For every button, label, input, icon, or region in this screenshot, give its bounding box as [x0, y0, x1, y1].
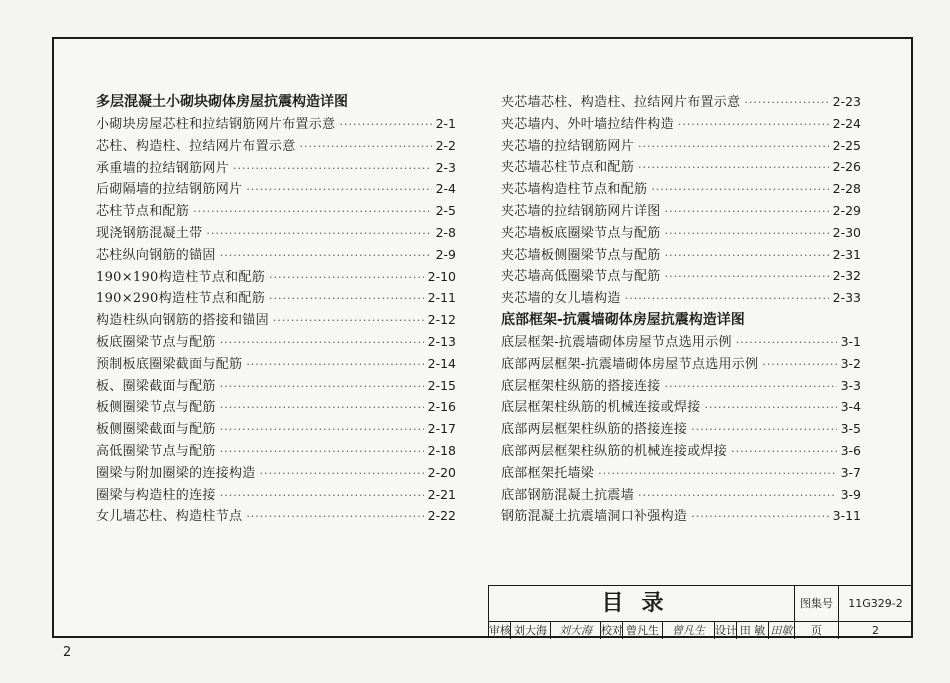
toc-entry-label: 板、圈梁截面与配筋	[96, 378, 216, 394]
toc-entry-label: 高低圈梁节点与配筋	[96, 443, 216, 459]
toc-entry-page: 3-9	[840, 486, 861, 502]
atlas-label: 图集号	[795, 586, 839, 622]
toc-entry	[96, 484, 456, 506]
toc-entry-page: 2-30	[832, 224, 861, 240]
toc-entry-page: 2-18	[427, 442, 456, 458]
check-signature: 曾凡生	[663, 622, 715, 639]
toc-entry-label: 芯柱、构造柱、拉结网片布置示意	[96, 138, 296, 154]
review-label: 审核	[489, 624, 511, 637]
toc-entry	[96, 135, 456, 157]
toc-entry-page: 2-28	[832, 181, 861, 197]
toc-entry	[501, 375, 861, 397]
toc-entry-page: 2-21	[427, 486, 456, 502]
toc-entry-label: 构造柱纵向钢筋的搭接和锚固	[96, 313, 269, 329]
leader-dots	[269, 267, 424, 289]
toc-entry-page: 2-10	[427, 268, 456, 284]
toc-entry-page: 2-33	[832, 290, 861, 306]
toc-entry-label: 预制板底圈梁截面与配筋	[96, 356, 243, 372]
toc-entry-label: 夹芯墙构造柱节点和配筋	[501, 182, 648, 198]
toc-entry-label: 夹芯墙内、外叶墙拉结件构造	[501, 116, 674, 132]
leader-dots	[691, 506, 828, 528]
toc-entry-label: 底部两层框架-抗震墙砌体房屋节点选用示例	[501, 356, 759, 372]
toc-entry-page: 2-26	[832, 159, 861, 175]
check-label: 校对	[601, 624, 623, 637]
section-title-block-masonry: 多层混凝土小砌块砌体房屋抗震构造详图	[96, 94, 348, 110]
toc-entry-page: 2-23	[832, 94, 861, 109]
toc-entry-page: 3-4	[840, 399, 861, 415]
title-block-title: 目录	[489, 586, 795, 622]
leader-dots	[638, 157, 829, 179]
toc-entry-label: 承重墙的拉结钢筋网片	[96, 160, 230, 176]
toc-entry-label: 芯柱纵向钢筋的锚固	[96, 247, 216, 263]
toc-entry-label: 夹芯墙芯柱、构造柱、拉结网片布置示意	[501, 95, 741, 110]
leader-dots	[744, 92, 828, 114]
toc-entry-page: 2-11	[427, 290, 456, 306]
toc-entry	[501, 200, 861, 222]
leader-dots	[651, 179, 828, 201]
toc-list-left	[96, 113, 456, 527]
toc-entry-page: 2-2	[435, 137, 456, 153]
toc-entry-label: 板侧圈梁节点与配筋	[96, 400, 216, 416]
toc-entry	[501, 353, 861, 375]
toc-entry-page: 2-3	[435, 159, 456, 175]
toc-entry	[96, 266, 456, 288]
toc-entry	[96, 287, 456, 309]
leader-dots	[220, 441, 424, 463]
toc-list-right-sandwich	[501, 91, 861, 309]
toc-entry	[96, 440, 456, 462]
toc-entry-label: 夹芯墙板底圈梁节点与配筋	[501, 225, 661, 241]
leader-dots	[665, 223, 829, 245]
toc-entry-label: 芯柱节点和配筋	[96, 204, 190, 220]
title-block	[488, 585, 913, 638]
toc-entry-label: 板底圈梁节点与配筋	[96, 334, 216, 350]
toc-entry-page: 3-3	[840, 377, 861, 393]
toc-entry	[96, 331, 456, 353]
toc-entry-label: 夹芯墙高低圈梁节点与配筋	[501, 269, 661, 285]
toc-entry-label: 现浇钢筋混凝土带	[96, 225, 203, 241]
leader-dots	[246, 506, 423, 528]
sheet-page-number: 2	[63, 645, 72, 660]
toc-entry-page: 2-17	[427, 421, 456, 437]
toc-entry-page: 2-25	[832, 137, 861, 153]
toc-entry	[96, 353, 456, 375]
toc-entry-label: 底部钢筋混凝土抗震墙	[501, 487, 635, 503]
leader-dots	[206, 223, 431, 245]
check-name: 曾凡生	[623, 622, 663, 639]
toc-entry	[501, 265, 861, 287]
leader-dots	[246, 354, 423, 376]
leader-dots	[625, 288, 829, 310]
leader-dots	[273, 310, 424, 332]
toc-entry-page: 3-7	[840, 464, 861, 480]
toc-entry-label: 底部两层框架柱纵筋的搭接连接	[501, 422, 688, 438]
leader-dots	[220, 332, 424, 354]
leader-dots	[691, 419, 836, 441]
page-value: 2	[872, 624, 879, 637]
design-signature: 田敏	[769, 622, 795, 639]
leader-dots	[638, 136, 829, 158]
leader-dots	[731, 441, 836, 463]
leader-dots	[736, 332, 837, 354]
toc-entry	[96, 505, 456, 527]
toc-entry	[501, 287, 861, 309]
toc-entry-page: 2-14	[427, 355, 456, 371]
toc-entry-page: 2-15	[427, 377, 456, 393]
toc-entry-label: 190×290构造柱节点和配筋	[96, 291, 266, 307]
toc-entry	[501, 135, 861, 157]
toc-entry-page: 2-32	[832, 268, 861, 284]
review-name: 刘大海	[511, 622, 551, 639]
leader-dots	[705, 397, 837, 419]
toc-entry	[96, 418, 456, 440]
toc-entry-page: 3-2	[840, 355, 861, 371]
toc-entry	[96, 157, 456, 179]
atlas-number: 11G329-2	[839, 586, 912, 622]
design-label: 设计	[715, 624, 737, 637]
toc-entry	[501, 440, 861, 462]
toc-entry-page: 2-9	[435, 246, 456, 262]
toc-entry	[501, 113, 861, 135]
leader-dots	[638, 485, 837, 507]
toc-entry-label: 底部两层框架柱纵筋的机械连接或焊接	[501, 443, 728, 459]
toc-entry-page: 2-20	[427, 464, 456, 480]
toc-entry-label: 夹芯墙的拉结钢筋网片	[501, 138, 635, 154]
toc-entry-page: 2-13	[427, 333, 456, 349]
leader-dots	[678, 114, 829, 136]
toc-entry	[96, 244, 456, 266]
toc-entry	[501, 156, 861, 178]
toc-right-column	[501, 91, 861, 527]
leader-dots	[300, 136, 432, 158]
toc-entry	[501, 462, 861, 484]
toc-entry-page: 2-8	[435, 224, 456, 240]
leader-dots	[665, 376, 837, 398]
drawing-frame	[52, 37, 913, 638]
page-label: 页	[795, 622, 839, 639]
toc-entry-page: 2-29	[832, 202, 861, 218]
toc-entry-label: 底部框架托墙梁	[501, 465, 595, 481]
toc-entry-page: 2-4	[435, 181, 456, 197]
toc-entry-page: 2-22	[427, 508, 456, 524]
toc-entry-label: 夹芯墙的拉结钢筋网片详图	[501, 203, 661, 219]
toc-entry	[501, 91, 861, 113]
toc-entry-label: 圈梁与附加圈梁的连接构造	[96, 465, 256, 481]
toc-entry	[96, 222, 456, 244]
toc-entry-label: 圈梁与构造柱的连接	[96, 487, 216, 503]
leader-dots	[193, 201, 431, 223]
toc-entry-page: 2-5	[435, 203, 456, 219]
toc-entry	[501, 331, 861, 353]
leader-dots	[220, 397, 424, 419]
toc-entry-label: 底层框架-抗震墙砌体房屋节点选用示例	[501, 334, 732, 350]
toc-entry	[96, 178, 456, 200]
toc-entry-label: 板侧圈梁截面与配筋	[96, 422, 216, 438]
leader-dots	[220, 376, 424, 398]
toc-entry-label: 夹芯墙芯柱节点和配筋	[501, 160, 635, 176]
toc-entry	[96, 396, 456, 418]
toc-entry	[501, 178, 861, 200]
toc-entry	[501, 222, 861, 244]
toc-entry-label: 女儿墙芯柱、构造柱节点	[96, 509, 243, 525]
toc-entry-label: 夹芯墙板侧圈梁节点与配筋	[501, 247, 661, 263]
leader-dots	[246, 179, 431, 201]
leader-dots	[665, 201, 829, 223]
toc-entry	[501, 244, 861, 266]
design-name: 田 敏	[737, 622, 769, 639]
toc-entry-page: 3-6	[840, 442, 861, 458]
toc-entry-page: 3-1	[840, 333, 861, 349]
toc-entry	[96, 375, 456, 397]
leader-dots	[665, 266, 829, 288]
review-signature: 刘大海	[551, 622, 601, 639]
toc-entry-label: 钢筋混凝土抗震墙洞口补强构造	[501, 509, 688, 525]
toc-entry-page: 2-24	[832, 115, 861, 131]
toc-entry-label: 底层框架柱纵筋的搭接连接	[501, 378, 661, 394]
leader-dots	[220, 245, 432, 267]
toc-entry	[96, 113, 456, 135]
toc-entry-page: 2-1	[435, 116, 456, 131]
section-title-bottom-frame: 底部框架-抗震墙砌体房屋抗震构造详图	[501, 311, 745, 328]
toc-entry-label: 夹芯墙的女儿墙构造	[501, 291, 621, 307]
toc-entry	[501, 484, 861, 506]
toc-entry-label: 底层框架柱纵筋的机械连接或焊接	[501, 400, 701, 416]
toc-entry-page: 2-12	[427, 312, 456, 328]
toc-entry-label: 小砌块房屋芯柱和拉结钢筋网片布置示意	[96, 117, 336, 132]
toc-entry-page: 3-5	[840, 421, 861, 437]
toc-entry-page: 3-11	[832, 508, 861, 524]
leader-dots	[665, 245, 829, 267]
toc-entry-label: 后砌隔墙的拉结钢筋网片	[96, 182, 243, 198]
leader-dots	[233, 158, 432, 180]
toc-entry	[96, 309, 456, 331]
toc-entry	[96, 462, 456, 484]
leader-dots	[220, 419, 424, 441]
toc-entry	[96, 200, 456, 222]
leader-dots	[598, 463, 836, 485]
leader-dots	[260, 463, 424, 485]
toc-entry-page: 2-16	[427, 399, 456, 415]
toc-entry-page: 2-31	[832, 246, 861, 262]
toc-entry	[501, 396, 861, 418]
leader-dots	[762, 354, 836, 376]
toc-entry	[501, 418, 861, 440]
toc-entry	[501, 505, 861, 527]
leader-dots	[269, 288, 424, 310]
leader-dots	[220, 485, 424, 507]
toc-entry-label: 190×190构造柱节点和配筋	[96, 269, 266, 285]
toc-left-column	[96, 91, 456, 527]
leader-dots	[339, 114, 431, 136]
toc-list-right-frame	[501, 331, 861, 527]
